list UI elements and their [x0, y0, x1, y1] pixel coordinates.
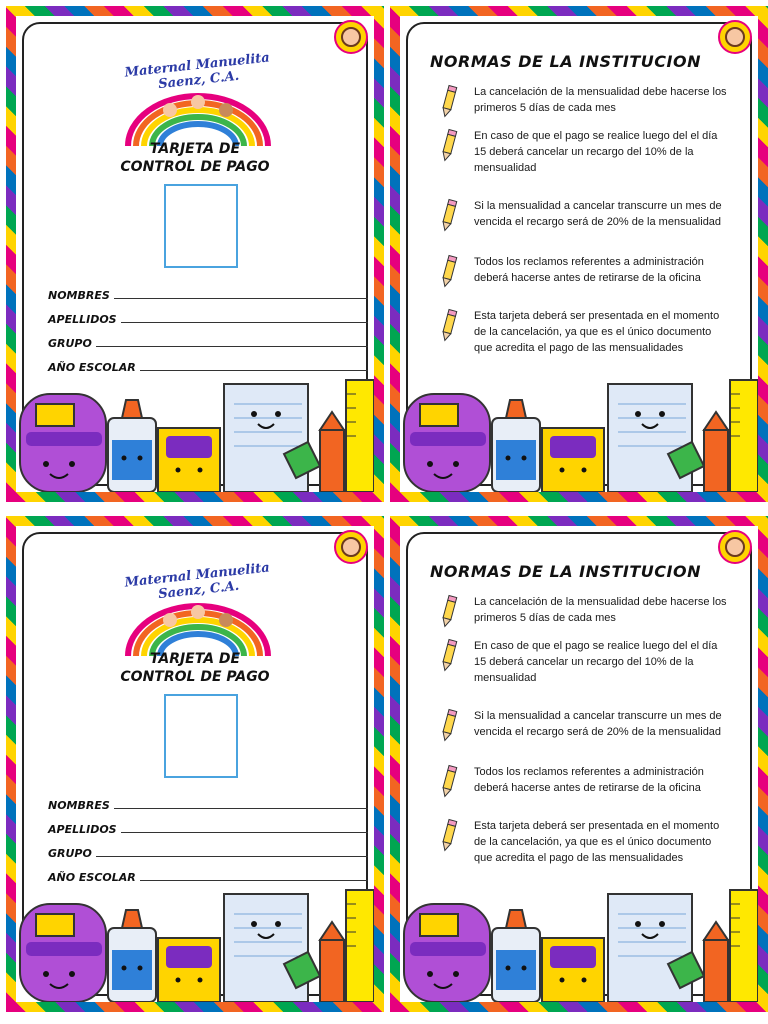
glue-icon	[492, 400, 540, 492]
logo-text: Maternal Manuelita Saenz, C.A.	[124, 560, 271, 603]
crayon-icon	[320, 922, 344, 1002]
rules-title: NORMAS DE LA INSTITUCION	[430, 562, 701, 581]
payment-card	[6, 516, 384, 1012]
avatar-badge-icon	[718, 20, 752, 54]
crayon-icon	[320, 412, 344, 492]
school-logo	[108, 560, 288, 656]
ruler-icon	[730, 890, 758, 1002]
card-title: TARJETA DE CONTROL DE PAGO	[120, 651, 270, 685]
field-apellidos[interactable]: APELLIDOS	[48, 812, 368, 836]
crayon-box-icon	[542, 428, 604, 492]
field-ano-escolar[interactable]: AÑO ESCOLAR	[48, 860, 368, 884]
rule-item: La cancelación de la mensualidad debe hacerse los primeros 5 días de cada mes	[442, 594, 732, 626]
rule-item: Todos los reclamos referentes a administración deberá hacerse antes de retirarse de la oficina	[442, 764, 732, 796]
rules-card	[390, 516, 768, 1012]
ruler-icon	[346, 890, 374, 1002]
avatar-badge-icon	[718, 530, 752, 564]
student-fields	[48, 788, 368, 884]
payment-card	[6, 6, 384, 502]
rule-item: Esta tarjeta deberá ser presentada en el momento de la cancelación, ya que es el único documento que acredita el pago de las mensualidades	[442, 308, 732, 356]
rainbow-logo	[118, 598, 278, 658]
school-logo	[108, 50, 288, 146]
rainbow-logo	[118, 88, 278, 148]
ruler-icon	[346, 380, 374, 492]
glue-icon	[108, 910, 156, 1002]
school-supplies-illustration	[16, 374, 374, 492]
card-title: TARJETA DE CONTROL DE PAGO	[120, 141, 270, 175]
rule-item: Todos los reclamos referentes a administración deberá hacerse antes de retirarse de la oficina	[442, 254, 732, 286]
rule-item: Si la mensualidad a cancelar transcurre un mes de vencida el recargo será de 20% de la mensualidad	[442, 198, 732, 230]
glue-icon	[492, 910, 540, 1002]
rules-title: NORMAS DE LA INSTITUCION	[430, 52, 701, 71]
avatar-badge-icon	[334, 530, 368, 564]
photo-box	[164, 184, 238, 268]
school-supplies-illustration	[400, 374, 758, 492]
rule-item: Esta tarjeta deberá ser presentada en el momento de la cancelación, ya que es el único documento que acredita el pago de las mensualidades	[442, 818, 732, 866]
crayon-icon	[704, 412, 728, 492]
field-ano-escolar[interactable]: AÑO ESCOLAR	[48, 350, 368, 374]
rules-card	[390, 6, 768, 502]
backpack-icon	[20, 394, 106, 492]
backpack-icon	[404, 394, 490, 492]
school-supplies-illustration	[400, 884, 758, 1002]
rule-item: La cancelación de la mensualidad debe hacerse los primeros 5 días de cada mes	[442, 84, 732, 116]
crayon-icon	[704, 922, 728, 1002]
school-supplies-illustration	[16, 884, 374, 1002]
field-nombres[interactable]: NOMBRES	[48, 278, 368, 302]
ruler-icon	[730, 380, 758, 492]
crayon-box-icon	[542, 938, 604, 1002]
logo-text: Maternal Manuelita Saenz, C.A.	[124, 50, 271, 93]
rule-item: En caso de que el pago se realice luego del el día 15 deberá cancelar un recargo del 10% de la mensualidad	[442, 128, 732, 176]
rule-item: Si la mensualidad a cancelar transcurre un mes de vencida el recargo será de 20% de la mensualidad	[442, 708, 732, 740]
backpack-icon	[404, 904, 490, 1002]
field-grupo[interactable]: GRUPO	[48, 836, 368, 860]
field-grupo[interactable]: GRUPO	[48, 326, 368, 350]
student-fields	[48, 278, 368, 374]
glue-icon	[108, 400, 156, 492]
crayon-box-icon	[158, 938, 220, 1002]
photo-box	[164, 694, 238, 778]
backpack-icon	[20, 904, 106, 1002]
field-nombres[interactable]: NOMBRES	[48, 788, 368, 812]
crayon-box-icon	[158, 428, 220, 492]
avatar-badge-icon	[334, 20, 368, 54]
rule-item: En caso de que el pago se realice luego del el día 15 deberá cancelar un recargo del 10% de la mensualidad	[442, 638, 732, 686]
field-apellidos[interactable]: APELLIDOS	[48, 302, 368, 326]
